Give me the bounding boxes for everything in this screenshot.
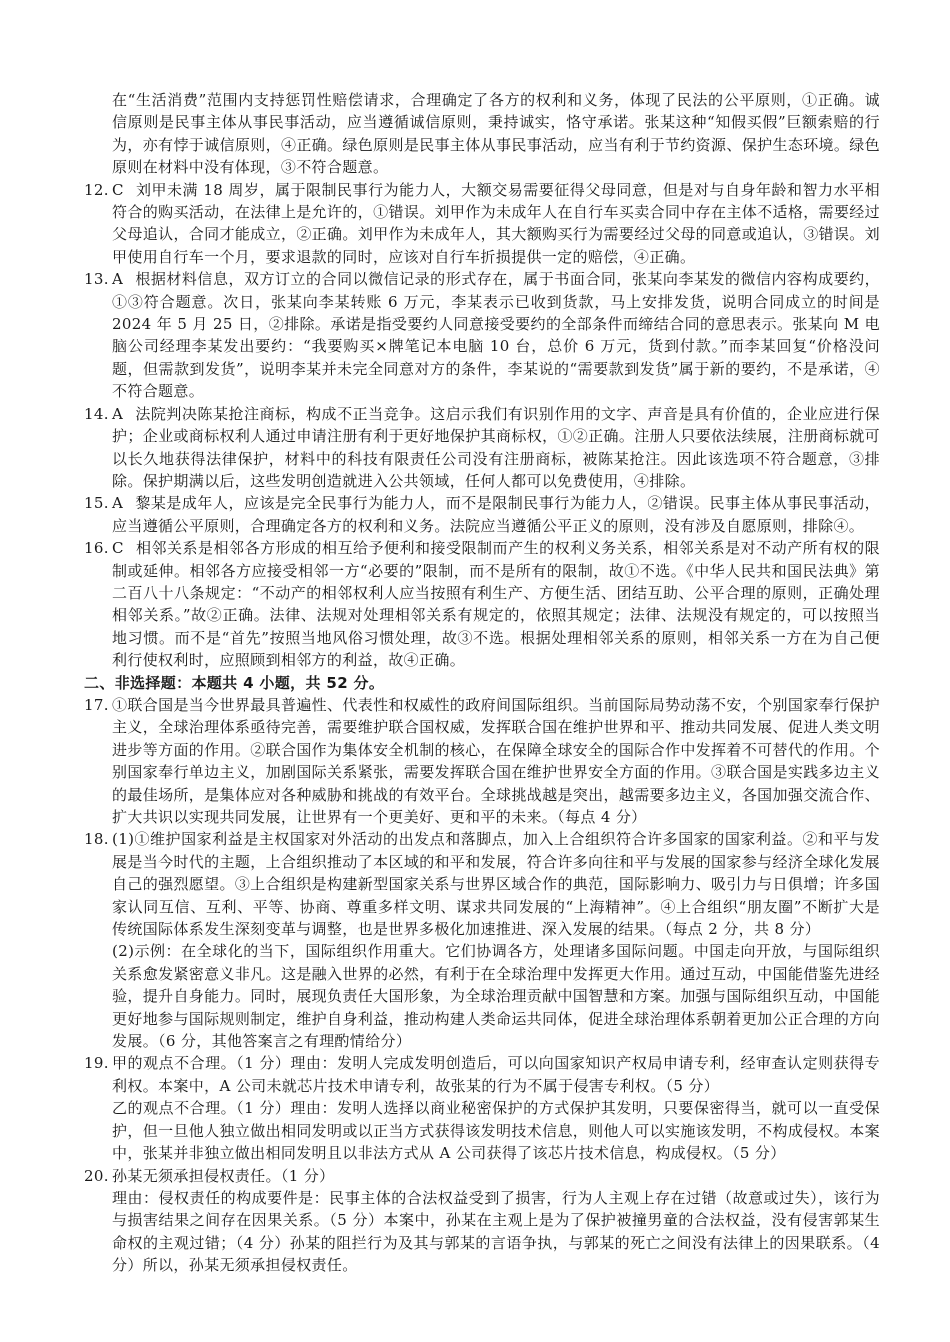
continuation-paragraph [84, 89, 880, 179]
item-explanation: 法院判决陈某抢注商标，构成不正当竞争。这启示我们有识别作用的文字、声音是具有价值的，企业应进行保护；企业或商标权利人通过申请注册有利于更好地保护其商标权，①②正确。注册人只要依法续展，注册商标就可以长久地获得法律保护，材料中的科技有限责任公司没有注册商标，被陈某抢注。因此该选项不符合题意，③排除。保护期满以后，这些发明创造就进入公共领域，任何人都可以免费使用，④排除。 [112, 404, 880, 490]
item-answer: A [112, 494, 124, 513]
item-paragraph-1: 孙某无须承担侵权责任。（1 分） [112, 1166, 335, 1185]
item-part-2: (2)示例：在全球化的当下，国际组织作用重大。它们协调各方，处理诸多国际问题。中国走向开放，与国际组织关系愈发紧密意义非凡。这是融入世界的必然，有利于在全球治理中发挥更大作用。通过互动，中国能借鉴先进经验，提升自身能力。同时，展现负责任大国形象，为全球治理贡献中国智慧和方案。加强与国际组织互动，中国能更好地参与国际规则制定，维护自身利益，推动构建人类命运共同体，促进全球治理体系朝着更加公正合理的方向发展。（6 分，其他答案言之有理酌情给分） [112, 942, 880, 1051]
item-explanation: 相邻关系是相邻各方形成的相互给予便利和接受限制而产生的权利义务关系，相邻关系是对不动产所有权的限制或延伸。相邻各方应接受相邻一方“必要的”限制，而不是所有的限制，故①不选。《中华人民共和国民法典》第二百八十八条规定：“不动产的相邻权利人应当按照有利生产、方便生活、团结互助、公平合理的原则，正确处理相邻关系。”故②正确。法律、法规对处理相邻关系有规定的，依照其规定；法律、法规没有规定的，可以按照当地习惯。而不是“首先”按照当地风俗习惯处理，故③不选。根据处理相邻关系的原则，相邻关系一方在为自己便利行使权利时，应照顾到相邻方的利益，故④正确。 [112, 539, 880, 670]
item-explanation: ①联合国是当今世界最具普遍性、代表性和权威性的政府间国际组织。当前国际局势动荡不安，个别国家奉行保护主义，全球治理体系亟待完善，需要维护联合国权威，发挥联合国在维护世界和平、推动共同发展、促进人类文明进步等方面的作用。②联合国作为集体安全机制的核心，在保障全球安全的国际合作中发挥着不可替代的作用。个别国家奉行单边主义，加剧国际关系紧张，需要发挥联合国在维护世界安全方面的作用。③联合国是实践多边主义的最佳场所，是集体应对各种威胁和挑战的有效平台。全球挑战越是突出，越需要多边主义，各国加强交流合作、扩大共识以实现共同发展，让世界有一个更美好、更和平的未来。（每点 4 分） [112, 695, 880, 826]
item-number: 20. [84, 1166, 109, 1185]
item-number: 13. [84, 270, 109, 289]
item-number: 15. [84, 494, 109, 513]
section-heading: 二、非选择题：本题共 4 小题，共 52 分。 [84, 673, 385, 692]
answer-item-19 [84, 1052, 880, 1164]
item-number: 14. [84, 404, 109, 423]
item-paragraph-2: 理由：侵权责任的构成要件是：民事主体的合法权益受到了损害，行为人主观上存在过错（故意或过失），该行为与损害结果之间存在因果关系。（5 分）本案中，孙某在主观上是为了保护被撞男童的合法权益，没有侵害郭某生命权的主观过错；（4 分）孙某的阻拦行为及其与郭某的言语争执，与郭某的死亡之间没有法律上的因果联系。（4 分）所以，孙某无须承担侵权责任。 [112, 1188, 880, 1275]
item-paragraph-2: 乙的观点不合理。（1 分）理由：发明人选择以商业秘密保护的方式保护其发明，只要保密得当，就可以一直受保护，但一旦他人独立做出相同发明或以正当方式获得该发明技术信息，则他人可以实施该发明，不构成侵权。本案中，张某并非独立做出相同发明且以非法方式从 A 公司获得了该芯片技术信息，构成侵权。（5 分） [112, 1099, 880, 1163]
item-answer: C [112, 180, 124, 199]
item-number: 18. [84, 830, 109, 849]
answer-item-20 [84, 1165, 880, 1277]
item-paragraph-1: 甲的观点不合理。（1 分）理由：发明人完成发明创造后，可以向国家知识产权局申请专利，经审查认定则获得专利权。本案中，A 公司未就芯片技术申请专利，故张某的行为不属于侵害专利权。（5 分） [112, 1054, 880, 1095]
item-explanation: 根据材料信息，双方订立的合同以微信记录的形式存在，属于书面合同，张某向李某发的微信内容构成要约，①③符合题意。次日，张某向李某转账 6 万元，李某表示已收到货款，马上安排发货，说明合同成立的时间是 2024 年 5 月 25 日，②排除。承诺是指受要约人同意接受要约的全部条件而缔结合同的意思表示。张某向 M 电脑公司经理李某发出要约：“我要购买×牌笔记本电脑 10 台，总价 6 万元，货到付款。”而李某回复“价格没问题，但需款到发货”，说明李某并未完全同意对方的条件，李某说的“需要款到发货”属于新的要约，不是承诺，④不符合题意。 [112, 270, 880, 401]
item-part-1: (1)①维护国家利益是主权国家对外活动的出发点和落脚点，加入上合组织符合许多国家的国家利益。②和平与发展是当今时代的主题，上合组织推动了本区域的和平和发展，符合许多向往和平与发展的国家参与经济全球化发展自己的强烈愿望。③上合组织是构建新型国家关系与世界区域合作的典范，国际影响力、吸引力与日俱增；许多国家认同互信、互利、平等、协商、尊重多样文明、谋求共同发展的“上海精神”。④上合组织“朋友圈”不断扩大是传统国际体系发生深刻变革与调整，也是世界多极化加速推进、深入发展的结果。（每点 2 分，共 8 分） [112, 830, 880, 939]
item-explanation: 刘甲未满 18 周岁，属于限制民事行为能力人，大额交易需要征得父母同意，但是对与自身年龄和智力水平相符合的购买活动，在法律上是允许的，①错误。刘甲作为未成年人在自行车买卖合同中存在主体不适格，需要经过父母追认，合同才能成立，②正确。刘甲作为未成年人，其大额购买行为需要经过父母的同意或追认，③错误。刘甲使用自行车一个月，要求退款的同时，应该对自行车折损提供一定的赔偿，④正确。 [112, 180, 880, 266]
answer-item-17 [84, 694, 880, 828]
item-answer: A [112, 404, 124, 423]
item-explanation: 黎某是成年人，应该是完全民事行为能力人，而不是限制民事行为能力人，②错误。民事主体从事民事活动，应当遵循公平原则，合理确定各方的权利和义务。法院应当遵循公平正义的原则，没有涉及自愿原则，排除④。 [112, 494, 880, 535]
answer-item-12 [84, 179, 880, 269]
item-answer: C [112, 539, 124, 558]
answer-item-16 [84, 537, 880, 671]
item-answer: A [112, 270, 124, 289]
answer-item-13 [84, 268, 880, 402]
answer-item-15 [84, 492, 880, 537]
item-number: 16. [84, 539, 109, 558]
item-number: 17. [84, 695, 109, 714]
answer-item-18 [84, 828, 880, 1052]
item-number: 19. [84, 1054, 109, 1073]
continuation-text: 在“生活消费”范围内支持惩罚性赔偿请求，合理确定了各方的权利和义务，体现了民法的公平原则，①正确。诚信原则是民事主体从事民事活动，应当遵循诚信原则，秉持诚实，恪守承诺。张某这种“知假买假”巨额索赔的行为，亦有悖于诚信原则，④正确。绿色原则是民事主体从事民事活动，应当有利于节约资源、保护生态环境。绿色原则在材料中没有体现，③不符合题意。 [112, 91, 880, 177]
answer-item-14 [84, 403, 880, 493]
item-number: 12. [84, 180, 109, 199]
